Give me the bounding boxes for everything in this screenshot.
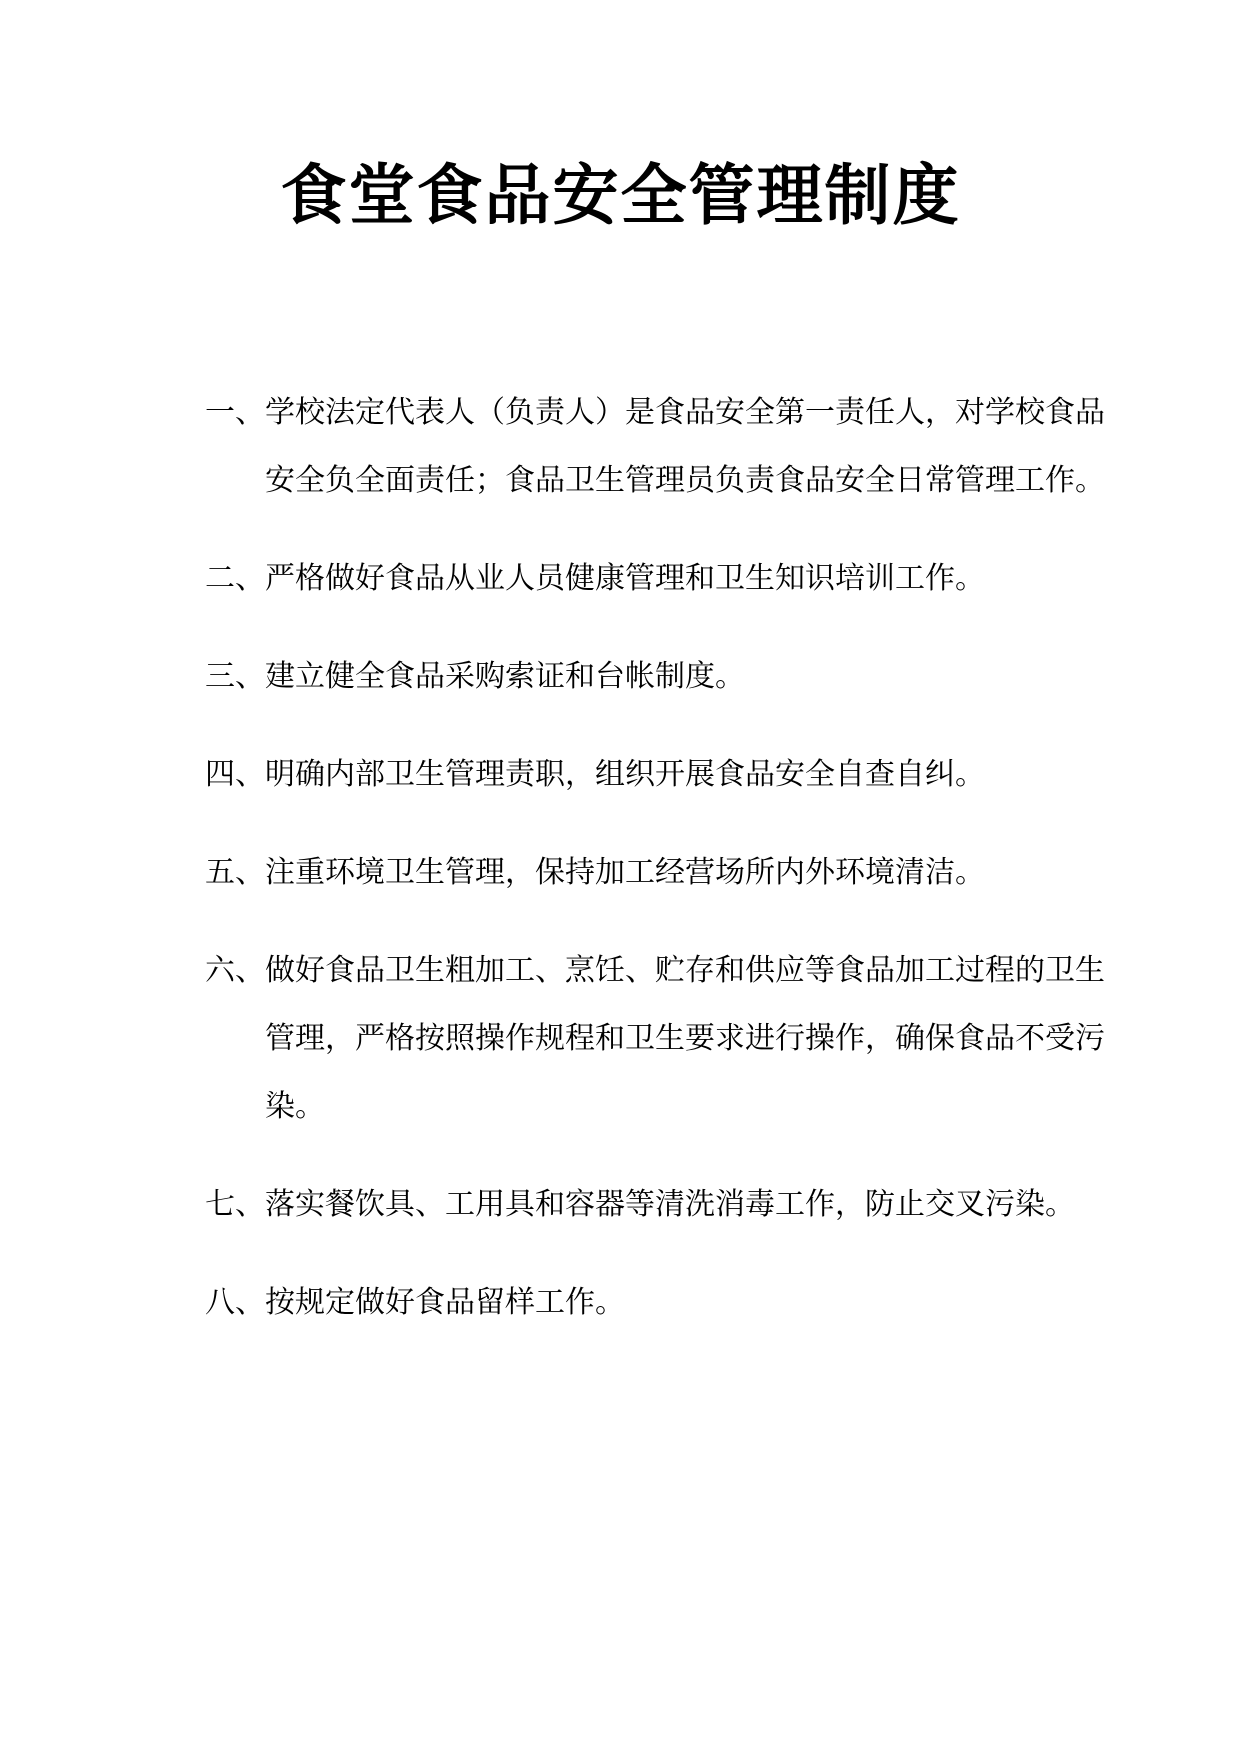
rule-text: 注重环境卫生管理，保持加工经营场所内外环境清洁。 <box>265 855 985 890</box>
rule-item <box>205 1171 1105 1239</box>
rule-text: 建立健全食品采购索证和台帐制度。 <box>265 659 745 694</box>
rule-item <box>205 379 1105 515</box>
document-title: 食堂食品安全管理制度 <box>280 157 961 234</box>
rule-item <box>205 1269 1105 1337</box>
rule-text: 学校法定代表人（负责人）是食品安全第一责任人，对学校食品安全负全面责任；食品卫生管理员负责食品安全日常管理工作。 <box>265 395 1105 498</box>
rule-text: 严格做好食品从业人员健康管理和卫生知识培训工作。 <box>265 561 985 596</box>
rule-number: 七、 <box>205 1187 265 1222</box>
rule-number: 四、 <box>205 757 265 792</box>
rule-number: 一、 <box>205 395 265 430</box>
rule-number: 二、 <box>205 561 265 596</box>
rule-text: 按规定做好食品留样工作。 <box>265 1285 625 1320</box>
rule-item <box>205 741 1105 809</box>
rule-text: 落实餐饮具、工用具和容器等清洗消毒工作，防止交叉污染。 <box>265 1187 1075 1222</box>
rules-list <box>205 379 1105 1367</box>
rule-item <box>205 545 1105 613</box>
rule-number: 五、 <box>205 855 265 890</box>
rule-number: 六、 <box>205 953 265 988</box>
rule-item <box>205 937 1105 1141</box>
rule-item <box>205 643 1105 711</box>
rule-number: 八、 <box>205 1285 265 1320</box>
rule-number: 三、 <box>205 659 265 694</box>
rule-text: 明确内部卫生管理责职，组织开展食品安全自查自纠。 <box>265 757 985 792</box>
rule-item <box>205 839 1105 907</box>
rule-text: 做好食品卫生粗加工、烹饪、贮存和供应等食品加工过程的卫生管理，严格按照操作规程和卫生要求进行操作，确保食品不受污染。 <box>265 953 1105 1124</box>
